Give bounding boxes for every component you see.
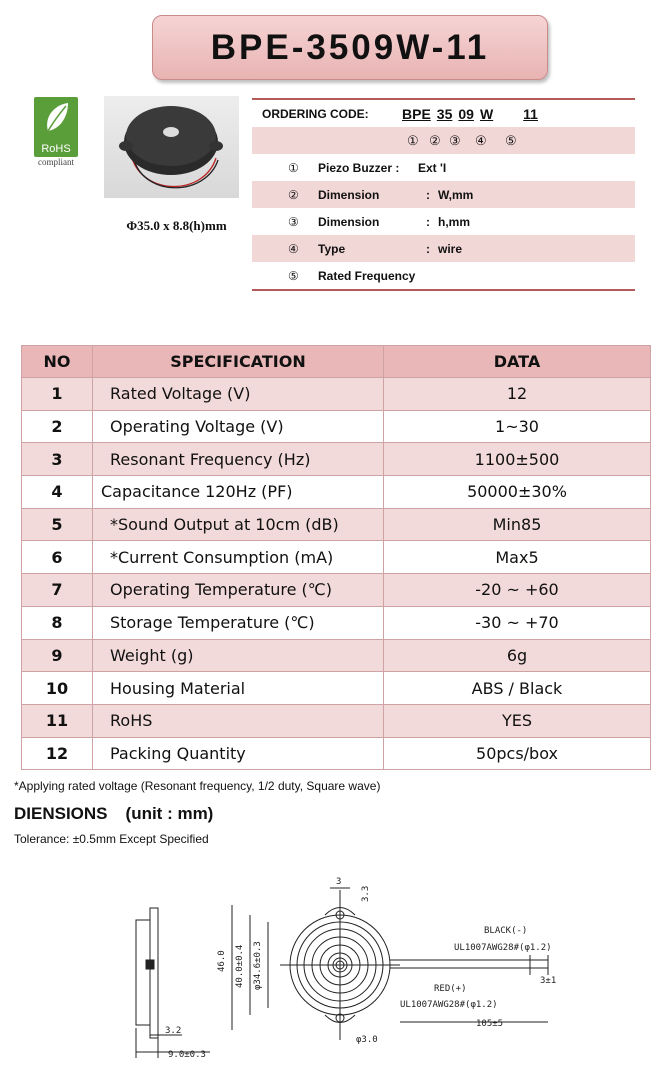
code-segment-series: BPE [402, 105, 431, 122]
dimensions-unit: (unit : mm) [125, 804, 214, 823]
item-number: ② [288, 187, 299, 202]
red-wire-label: RED(+) [434, 984, 467, 994]
table-row [22, 443, 651, 476]
row-data: ABS / Black [384, 672, 651, 705]
row-data: 12 [384, 378, 651, 411]
table-row [22, 541, 651, 574]
row-data: -30 ~ +70 [384, 606, 651, 639]
table-row [22, 410, 651, 443]
row-no: 4 [22, 476, 93, 509]
wire-length-label: 105±5 [476, 1019, 504, 1029]
row-no: 11 [22, 704, 93, 737]
row-spec: Rated Voltage (V) [93, 378, 384, 411]
item-colon: : [426, 241, 430, 256]
ordering-item [252, 208, 635, 235]
top-right-label: 3.3 [361, 885, 371, 902]
ordering-item [252, 262, 635, 289]
specification-table [21, 345, 651, 770]
rohs-label: RoHS [41, 143, 71, 155]
item-label: Dimension [318, 187, 380, 202]
row-no: 7 [22, 574, 93, 607]
row-data: 50000±30% [384, 476, 651, 509]
segment-number: ③ [449, 132, 461, 148]
header-data: DATA [384, 346, 651, 378]
ordering-code-row [252, 100, 635, 127]
row-data: Min85 [384, 508, 651, 541]
dimensions-heading [14, 804, 213, 824]
table-row [22, 704, 651, 737]
header-no: NO [22, 346, 93, 378]
item-number: ⑤ [288, 268, 299, 283]
height-label: 46.0 [217, 950, 227, 972]
row-data: 1100±500 [384, 443, 651, 476]
item-value: W,mm [438, 187, 474, 202]
item-number: ④ [288, 241, 299, 256]
rohs-sublabel: compliant [38, 157, 74, 167]
red-wire-spec: UL1007AWG28#(φ1.2) [400, 1000, 498, 1010]
rohs-logo [34, 97, 78, 157]
table-row [22, 672, 651, 705]
code-segment-type: W [479, 105, 494, 122]
row-no: 2 [22, 410, 93, 443]
item-label: Rated Frequency [318, 268, 416, 283]
segment-number: ⑤ [505, 132, 517, 148]
item-value: wire [438, 241, 463, 256]
ordering-code-label: ORDERING CODE: [262, 106, 369, 121]
item-value: Ext 'I [418, 160, 447, 175]
row-no: 1 [22, 378, 93, 411]
row-spec: *Current Consumption (mA) [93, 541, 384, 574]
black-wire-spec: UL1007AWG28#(φ1.2) [454, 943, 552, 953]
inner-diameter-label: φ34.6±0.3 [253, 941, 263, 990]
ordering-item [252, 235, 635, 262]
table-header-row [22, 346, 651, 378]
footnote: *Applying rated voltage (Resonant frequency, 1/2 duty, Square wave) [14, 779, 381, 793]
row-spec: Capacitance 120Hz (PF) [93, 476, 384, 509]
row-no: 6 [22, 541, 93, 574]
item-label: Dimension [318, 214, 380, 229]
code-segment-frequency: 11 [523, 105, 538, 122]
title-banner [152, 15, 548, 80]
black-wire-label: BLACK(-) [484, 926, 528, 936]
row-data: 1~30 [384, 410, 651, 443]
item-number: ③ [288, 214, 299, 229]
row-data: -20 ~ +60 [384, 574, 651, 607]
ordering-code-panel [252, 98, 635, 291]
row-spec: Storage Temperature (℃) [93, 606, 384, 639]
product-photo [104, 96, 239, 198]
item-number: ① [288, 160, 299, 175]
row-no: 9 [22, 639, 93, 672]
segment-number: ② [429, 132, 441, 148]
wires [390, 955, 548, 1022]
table-row [22, 737, 651, 770]
side-thickness-label: 3.2 [165, 1026, 182, 1036]
header-specification: SPECIFICATION [93, 346, 384, 378]
row-no: 10 [22, 672, 93, 705]
ordering-item [252, 181, 635, 208]
row-spec: RoHS [93, 704, 384, 737]
row-spec: Operating Temperature (℃) [93, 574, 384, 607]
photo-caption: Φ35.0 x 8.8(h)mm [126, 218, 227, 233]
table-row [22, 378, 651, 411]
row-spec: Operating Voltage (V) [93, 410, 384, 443]
row-data: 6g [384, 639, 651, 672]
table-row [22, 476, 651, 509]
segment-number: ① [407, 132, 419, 148]
row-data: Max5 [384, 541, 651, 574]
front-view [280, 890, 400, 1040]
outer-diameter-label: 40.0±0.4 [235, 944, 245, 988]
row-data: YES [384, 704, 651, 737]
item-label: Type [318, 241, 346, 256]
item-label: Piezo Buzzer : [318, 160, 400, 175]
row-spec: Weight (g) [93, 639, 384, 672]
ordering-item [252, 154, 635, 181]
ordering-numbers-row [252, 127, 635, 154]
row-spec: Housing Material [93, 672, 384, 705]
row-no: 12 [22, 737, 93, 770]
code-segment-width: 35 [436, 105, 453, 122]
row-spec: Packing Quantity [93, 737, 384, 770]
segment-number: ④ [475, 132, 487, 148]
dimension-drawing [0, 860, 666, 1088]
row-no: 8 [22, 606, 93, 639]
hole-diameter-label: φ3.0 [356, 1035, 378, 1045]
dimensions-title: DIENSIONS [14, 804, 108, 823]
top-width-label: 3 [336, 877, 342, 887]
table-row [22, 508, 651, 541]
row-data: 50pcs/box [384, 737, 651, 770]
code-segment-height: 09 [458, 105, 474, 122]
row-no: 5 [22, 508, 93, 541]
row-no: 3 [22, 443, 93, 476]
side-total-label: 9.0±0.3 [168, 1050, 206, 1060]
item-colon: : [426, 214, 430, 229]
strip-length-label: 3±1 [540, 976, 557, 986]
table-row [22, 574, 651, 607]
row-spec: Resonant Frequency (Hz) [93, 443, 384, 476]
page-title: BPE-3509W-11 [210, 27, 490, 67]
item-value: h,mm [438, 214, 471, 229]
table-row [22, 606, 651, 639]
table-row [22, 639, 651, 672]
tolerance-note: Tolerance: ±0.5mm Except Specified [14, 832, 209, 846]
item-colon: : [426, 187, 430, 202]
row-spec: *Sound Output at 10cm (dB) [93, 508, 384, 541]
leaf-icon [34, 97, 78, 137]
